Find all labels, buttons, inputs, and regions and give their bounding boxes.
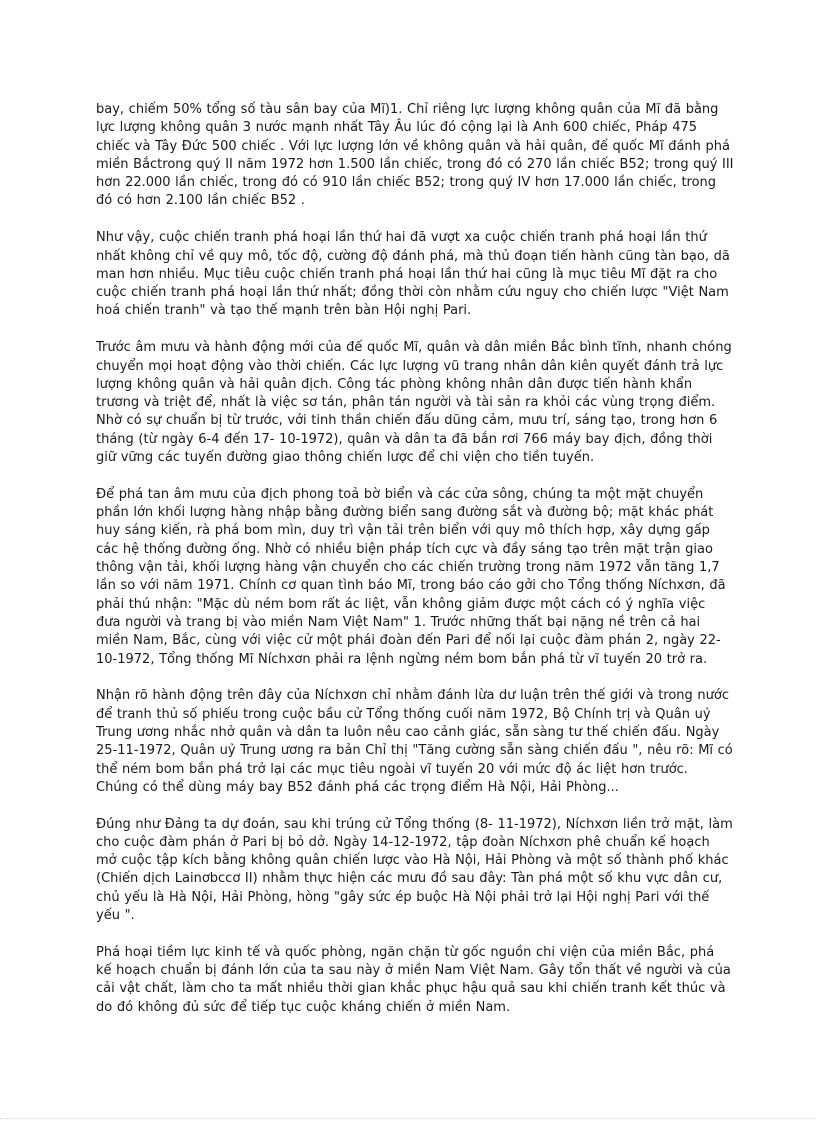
paragraph-1: bay, chiếm 50% tổng số tàu sân bay của Mĩ)1. Chỉ riêng lực lượng không quân của Mĩ đã bằng lực lượng không quân 3 nước mạnh nhất Tây Âu lúc đó cộng lại là Anh 600 chiếc, Pháp 475 chiếc và Tây Đức 500 chiếc . Với lực lượng lớn về không quân và hải quân, đế quốc Mĩ đánh phá miền Bắctrong quý II năm 1972 hơn 1.500 lần chiếc, trong đó có 270 lần chiếc B52; trong quý III hơn 22.000 lần chiếc, trong đó có 910 lần chiếc B52; trong quý IV hơn 17.000 lần chiếc, trong đó có hơn 2.100 lần chiếc B52 . [96,102,734,209]
paragraph-6: Đúng như Đảng ta dự đoán, sau khi trúng cử Tổng thống (8- 11-1972), Níchxơn liền trở mặt, làm cho cuộc đàm phán ở Pari bị bỏ dở. Ngày 14-12-1972, tập đoàn Níchxơn phê chuẩn kế hoạch mở cuộc tập kích bằng không quân chiến lược vào Hà Nội, Hải Phòng và một số thành phố khác (Chiến dịch Lainơbccơ II) nhằm thực hiện các mưu đồ sau đây: Tàn phá một số khu vực dân cư, chủ yếu là Hà Nội, Hải Phòng, hòng "gây sức ép buộc Hà Nội phải trở lại Hội nghị Pari với thế yếu ". [96,816,733,924]
paragraph-4: Để phá tan âm mưu của địch phong toả bờ biển và các cửa sông, chúng ta một mặt chuyển phần lớn khối lượng hàng nhập bằng đường biển sang đường sắt và đường bộ; mặt khác phát huy sáng kiến, rà phá bom mìn, duy trì vận tải trên biển với quy mô thích hợp, xây dựng gấp các hệ thống đường ống. Nhờ có nhiều biện pháp tích cực và đầy sáng tạo trên mặt trận giao thông vận tải, khối lượng hàng vận chuyển cho các chiến trường trong năm 1972 vẫn tăng 1,7 lần so với năm 1971. Chính cơ quan tình báo Mĩ, trong báo cáo gởi cho Tổng thống Níchxơn, đã phải thú nhận: "Mặc dù ném bom rất ác liệt, vẫn không giảm được một cách có ý nghĩa việc đưa người và trang bị vào miền Nam Việt Nam" 1. Trước những thất bại nặng nề trên cả hai miền Nam, Bắc, cùng với việc cử một phái đoàn đến Pari để nối lại cuộc đàm phán 2, ngày 22-10-1972, Tổng thống Mĩ Níchxơn phải ra lệnh ngừng ném bom bắn phá từ vĩ tuyến 20 trở ra. [96,486,726,667]
paragraph-7: Phá hoại tiềm lực kinh tế và quốc phòng, ngăn chặn từ gốc nguồn chi viện của miền Bắc, phá kế hoạch chuẩn bị đánh lớn của ta sau này ở miền Nam Việt Nam. Gây tổn thất về người và của cải vật chất, làm cho ta mất nhiều thời gian khắc phục hậu quả sau khi chiến tranh kết thúc và do đó không đủ sức để tiếp tục cuộc kháng chiến ở miền Nam. [96,944,731,1015]
page-bottom-divider [0,1118,816,1119]
paragraph-5: Nhận rõ hành động trên đây của Níchxơn chỉ nhằm đánh lừa dư luận trên thế giới và trong nước để tranh thủ số phiếu trong cuộc bầu cử Tổng thống cuối năm 1972, Bộ Chính trị và Quân uỷ Trung ương nhắc nhở quân và dân ta luôn nêu cao cảnh giác, sẵn sàng tư thế chiến đấu. Ngày 25-11-1972, Quân uỷ Trung ương ra bản Chỉ thị "Tăng cường sẵn sàng chiến đấu ", nêu rõ: Mĩ có thể ném bom bắn phá trở lại các mục tiêu ngoài vĩ tuyến 20 với mức độ ác liệt hơn trước. Chúng có thể dùng máy bay B52 đánh phá các trọng điểm Hà Nội, Hải Phòng... [96,688,733,795]
paragraph-2: Như vậy, cuộc chiến tranh phá hoại lần thứ hai đã vượt xa cuộc chiến tranh phá hoại lần thứ nhất không chỉ về quy mô, tốc độ, cường độ đánh phá, mà thủ đoạn tiến hành cũng tàn bạo, dã man hơn nhiều. Mục tiêu cuộc chiến tranh phá hoại lần thứ hai cũng là mục tiêu Mĩ đặt ra cho cuộc chiến tranh phá hoại lần thứ nhất; đồng thời còn nhằm cứu nguy cho chiến lược "Việt Nam hoá chiến tranh" và tạo thế mạnh trên bàn Hội nghị Pari. [96,230,730,319]
document-body [96,101,734,1036]
paragraph-3: Trước âm mưu và hành động mới của đế quốc Mĩ, quân và dân miền Bắc bình tĩnh, nhanh chóng chuyển mọi hoạt động vào thời chiến. Các lực lượng vũ trang nhân dân kiên quyết đánh trả lực lượng không quân và hải quân địch. Công tác phòng không nhân dân được tiến hành khẩn trương và triệt để, nhất là việc sơ tán, phân tán người và tài sản ra khỏi các vùng trọng điểm. Nhờ có sự chuẩn bị từ trước, với tinh thần chiến đấu dũng cảm, mưu trí, sáng tạo, trong hơn 6 tháng (từ ngày 6-4 đến 17- 10-1972), quân và dân ta đã bắn rơi 766 máy bay địch, đồng thời giữ vững các tuyến đường giao thông chiến lược để chi viện cho tiền tuyến. [96,340,732,466]
